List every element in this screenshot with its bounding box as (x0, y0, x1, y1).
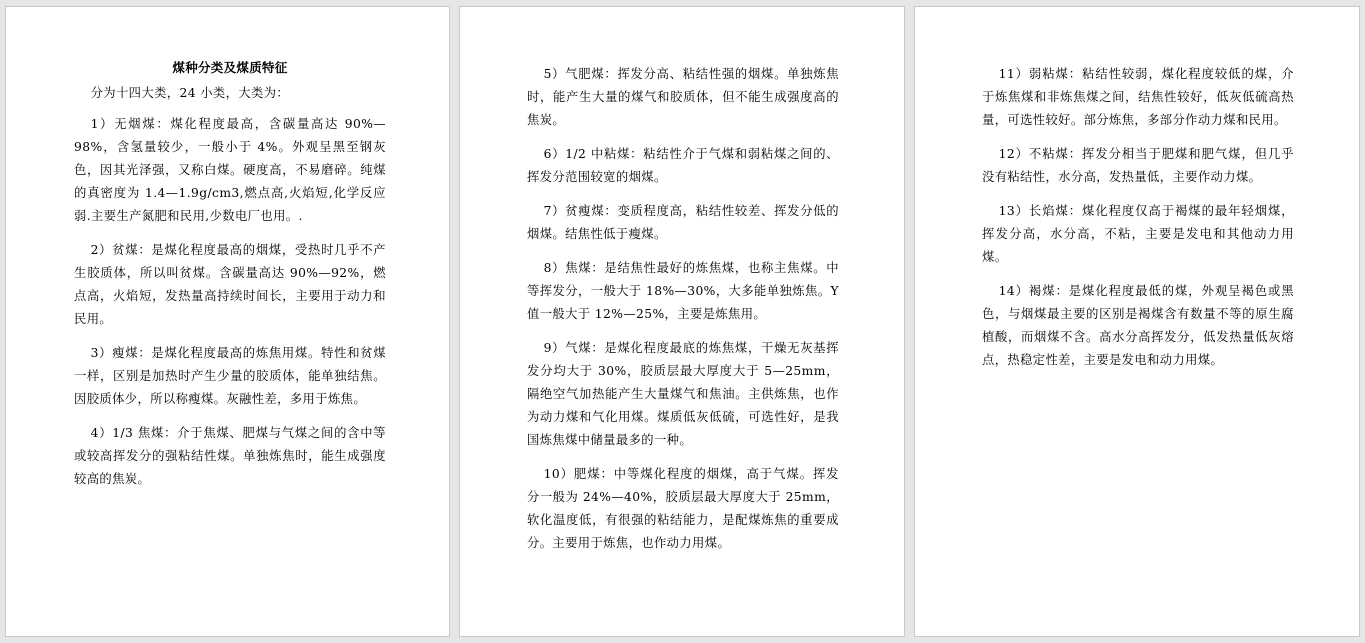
paragraph-half-medium-caking-coal: 6）1/2 中粘煤：粘结性介于气煤和弱粘煤之间的、挥发分范围较宽的烟煤。 (527, 147, 839, 184)
paragraph-lean-meager-coal: 7）贫瘦煤：变质程度高，粘结性较差、挥发分低的烟煤。结焦性低于瘦煤。 (527, 204, 839, 241)
paragraph-weakly-caking-coal: 11）弱粘煤：粘结性较弱，煤化程度较低的煤，介于炼焦煤和非炼焦煤之间，结焦性较好，低灰低硫高热量，可选性较好。部分炼焦，多部分作动力煤和民用。 (982, 67, 1294, 127)
document-page-2 (459, 6, 905, 637)
paragraph-lignite: 14）褐煤：是煤化程度最低的煤，外观呈褐色或黑色，与烟煤最主要的区别是褐煤含有数量不等的原生腐植酸，而烟煤不含。高水分高挥发分，低发热量低灰熔点，热稳定性差，主要是发电和动力用煤。 (982, 284, 1294, 367)
paragraph-meager-coal: 3）瘦煤：是煤化程度最高的炼焦用煤。特性和贫煤一样，区别是加热时产生少量的胶质体，能单独结焦。因胶质体少，所以称瘦煤。灰融性差，多用于炼焦。 (74, 346, 386, 406)
document-title: 煤种分类及煤质特征 (172, 60, 288, 75)
paragraph-coking-coal: 8）焦煤：是结焦性最好的炼焦煤，也称主焦煤。中等挥发分，一般大于 18%—30%，大多能单独炼焦。Y 值一般大于 12%—25%，主要是炼焦用。 (527, 261, 839, 321)
page-content (982, 63, 1294, 383)
paragraph-intro: 分为十四大类，24 小类，大类为： (90, 86, 290, 100)
paragraph-anthracite: 1）无烟煤：煤化程度最高，含碳量高达 90%—98%，含氢量较少，一般小于 4%。外观呈黑至钢灰色，因其光泽强，又称白煤。硬度高，不易磨碎。纯煤的真密度为 1.4—1.9g/cm3,燃点高,火焰短,化学反应弱.主要生产氮肥和民用,少数电厂也用。. (74, 117, 386, 223)
paragraph-gas-fat-coal: 5）气肥煤：挥发分高、粘结性强的烟煤。单独炼焦时，能产生大量的煤气和胶质体，但不能生成强度高的焦炭。 (527, 67, 839, 127)
page-content (527, 63, 839, 566)
paragraph-long-flame-coal: 13）长焰煤：煤化程度仅高于褐煤的最年轻烟煤，挥发分高，水分高，不粘，主要是发电和其他动力用煤。 (982, 204, 1294, 264)
paragraph-one-third-coking-coal: 4）1/3 焦煤：介于焦煤、肥煤与气煤之间的含中等或较高挥发分的强粘结性煤。单独炼焦时，能生成强度较高的焦炭。 (74, 426, 386, 486)
document-page-1 (5, 6, 450, 637)
page-content (74, 56, 386, 502)
paragraph-non-caking-coal: 12）不粘煤：挥发分相当于肥煤和肥气煤，但几乎没有粘结性，水分高，发热量低，主要作动力煤。 (982, 147, 1294, 184)
paragraph-lean-coal: 2）贫煤：是煤化程度最高的烟煤，受热时几乎不产生胶质体，所以叫贫煤。含碳量高达 90%—92%，燃点高，火焰短，发热量高持续时间长，主要用于动力和民用。 (74, 243, 386, 326)
document-page-3 (914, 6, 1360, 637)
paragraph-gas-coal: 9）气煤：是煤化程度最底的炼焦煤，干燥无灰基挥发分均大于 30%，胶质层最大厚度大于 5—25mm，隔绝空气加热能产生大量煤气和焦油。主供炼焦，也作为动力煤和气化用煤。煤质低灰低硫，可选性好，是我国炼焦煤中储量最多的一种。 (527, 341, 839, 447)
paragraph-fat-coal: 10）肥煤：中等煤化程度的烟煤，高于气煤。挥发分一般为 24%—40%，胶质层最大厚度大于 25mm，软化温度低，有很强的粘结能力，是配煤炼焦的重要成分。主要用于炼焦，也作动力用煤。 (527, 467, 839, 550)
